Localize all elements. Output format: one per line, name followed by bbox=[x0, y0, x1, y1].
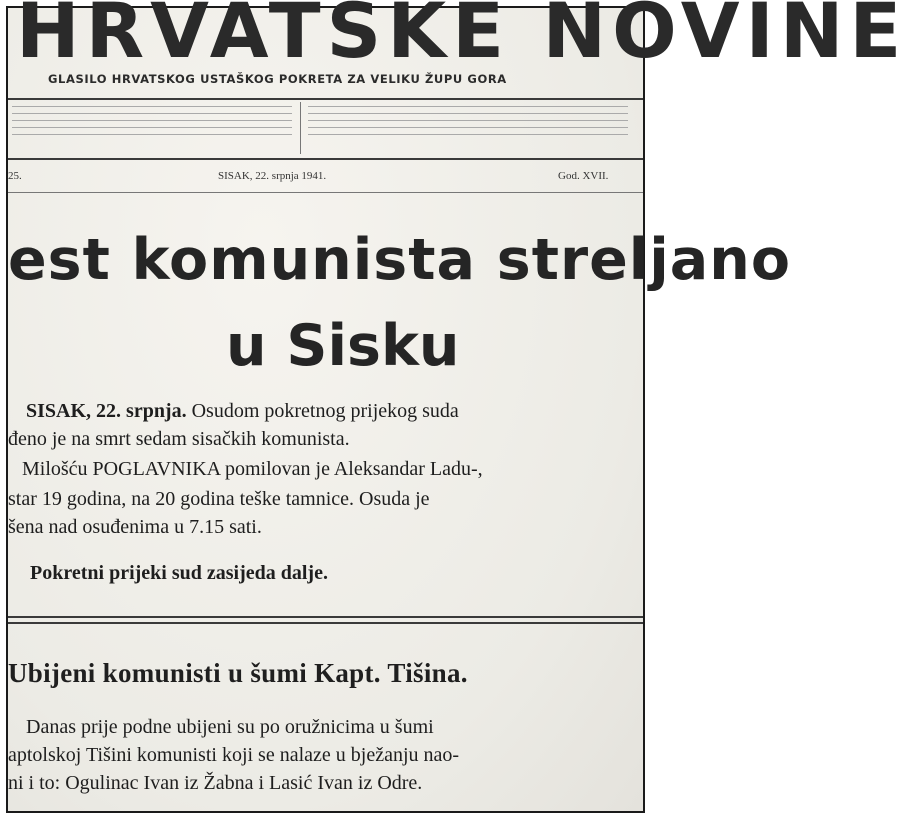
article-headline-line2: u Sisku bbox=[226, 313, 460, 379]
dateline bbox=[8, 170, 643, 186]
subscription-info bbox=[12, 100, 292, 156]
article-text-line: aptolskoj Tišini komunisti koji se nalaze u bježanju nao- bbox=[8, 744, 460, 766]
article-headline-line1: est komunista streljano bbox=[8, 227, 792, 293]
article-text-line: Milošću POGLAVNIKA pomilovan je Aleksandar Ladu-, bbox=[22, 458, 483, 480]
place-date: SISAK, 22. srpnja 1941. bbox=[218, 170, 327, 182]
article-closing: Pokretni prijeki sud zasijeda dalje. bbox=[30, 562, 328, 584]
article-text: Osudom pokretnog prijekog suda bbox=[191, 400, 459, 422]
dateline-rule bbox=[8, 192, 643, 193]
article-text-line: ni i to: Ogulinac Ivan iz Žabna i Lasić Ivan iz Odre. bbox=[8, 772, 423, 794]
article-paragraph-1 bbox=[26, 398, 656, 424]
article-text-line: đeno je na smrt sedam sisačkih komunista. bbox=[8, 428, 350, 450]
article-text-line: šena nad osuđenima u 7.15 sati. bbox=[8, 516, 262, 538]
masthead-subtitle: GLASILO HRVATSKOG USTAŠKOG POKRETA ZA VELIKU ŽUPU GORA bbox=[48, 72, 507, 86]
issue-number: 25. bbox=[8, 170, 22, 182]
newspaper-clipping bbox=[6, 0, 907, 813]
second-article-headline: Ubijeni komunisti u šumi Kapt. Tišina. bbox=[8, 658, 468, 688]
article-text-line: star 19 godina, na 20 godina teške tamnice. Osuda je bbox=[8, 488, 430, 510]
advertising-info bbox=[308, 100, 628, 156]
section-divider-top bbox=[8, 616, 643, 618]
volume-year: God. XVII. bbox=[558, 170, 609, 182]
article-lead: SISAK, 22. srpnja. bbox=[26, 400, 187, 422]
info-bottom-rule bbox=[8, 158, 643, 160]
info-divider bbox=[300, 102, 301, 154]
section-divider-bottom bbox=[8, 622, 643, 624]
masthead-title: HRVATSKE NOVINE bbox=[16, 0, 907, 75]
article-text-line: Danas prije podne ubijeni su po oružnicima u šumi bbox=[26, 716, 434, 738]
